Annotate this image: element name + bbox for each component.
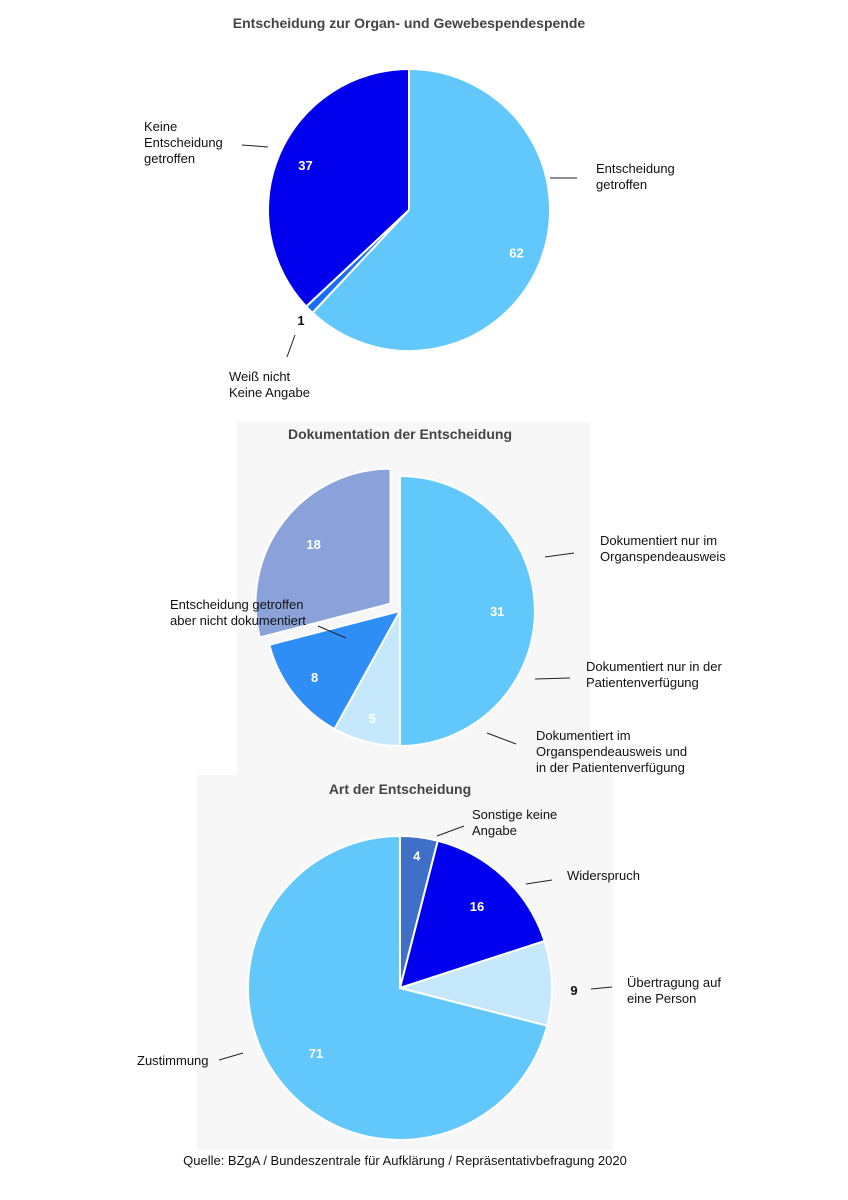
chart-title: Dokumentation der Entscheidung [287,426,513,442]
slice-category-label: Entscheidung getroffen aber nicht dokumentiert [170,597,306,628]
slice-value-label: 16 [469,899,485,915]
leader-line [287,335,295,357]
pie-chart-1 [144,15,675,400]
source-note: Quelle: BZgA / Bundeszentrale für Aufklärung / Repräsentativbefragung 2020 [183,1153,627,1168]
slice-category-label: Entscheidung getroffen [596,161,675,192]
slice-category-label: Zustimmung [137,1053,209,1068]
leader-line [242,145,268,147]
slice-category-label: Dokumentiert nur in der Patientenverfügung [586,659,722,690]
slice-category-label: Sonstige keine Angabe [472,807,558,838]
slice-value-label: 31 [489,604,505,619]
slice-category-label: Widerspruch [567,868,640,883]
slice-value-label: 62 [509,245,524,261]
chart-title: Entscheidung zur Organ- und Gewebespendespende [232,15,586,31]
slice-value-label: 5 [368,711,376,727]
slice-value-label: 71 [308,1046,324,1062]
slice-value-label: 8 [310,670,319,686]
slice-category-label: Dokumentiert nur im Organspendeausweis [600,533,726,564]
chart-title: Art der Entscheidung [328,781,472,797]
slice-value-label: 18 [306,537,321,553]
slice-category-label: Übertragung auf eine Person [627,975,721,1006]
slice-value-label: 4 [413,848,421,864]
slice-value-label: 1 [297,313,305,328]
slice-category-label: Weiß nicht Keine Angabe [229,369,310,400]
slice-category-label: Keine Entscheidung getroffen [144,119,223,166]
slice-value-label: 9 [570,983,578,998]
slice-value-label: 37 [298,158,313,174]
slice-category-label: Dokumentiert im Organspendeausweis und in der Patientenverfügung [536,728,688,775]
